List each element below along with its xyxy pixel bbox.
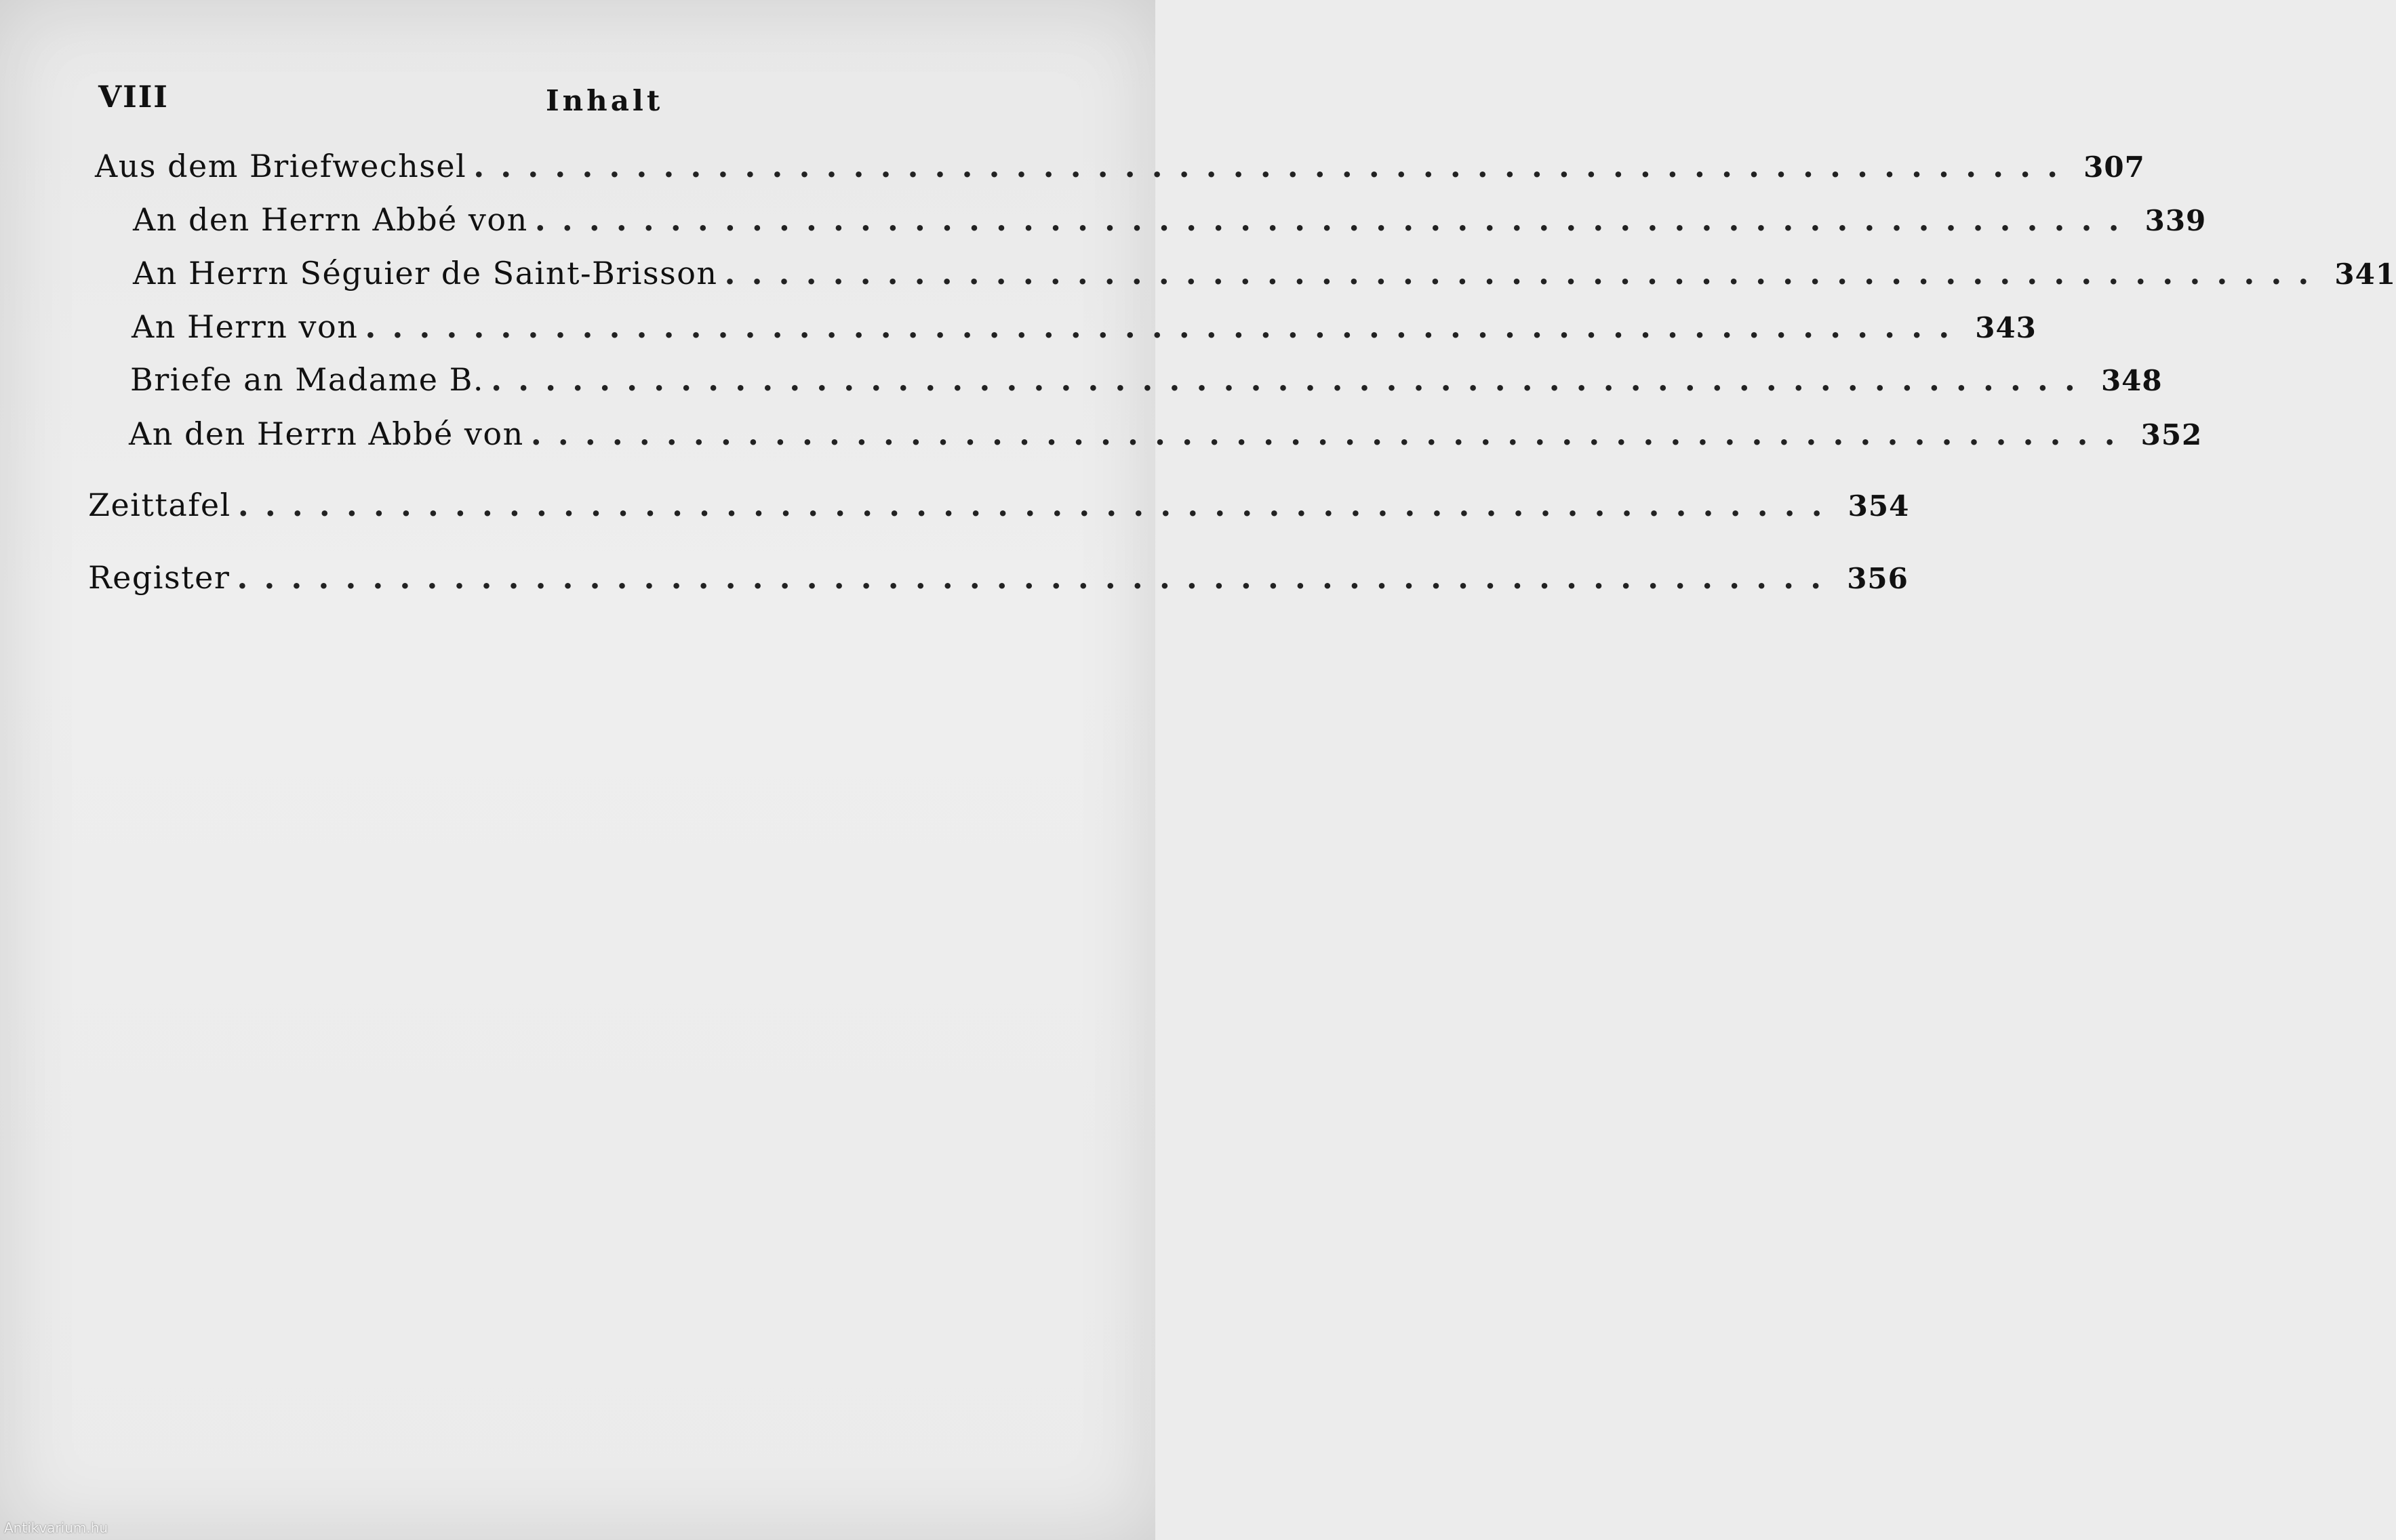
watermark: Antikvarium.hu: [4, 1520, 108, 1536]
toc-entry-title: Zeittafel: [88, 487, 231, 523]
toc-entry-title: Aus dem Briefwechsel: [95, 148, 467, 184]
toc-entry: [133, 201, 2207, 239]
toc-entry: [88, 487, 1910, 525]
toc-entry-page: 348: [2100, 364, 2163, 397]
toc-entry-page: 307: [2083, 150, 2145, 184]
toc-entry: [95, 148, 2145, 186]
toc-entry: [132, 308, 2037, 346]
toc-entry: [88, 559, 1909, 597]
toc-entry-title: An Herrn von: [132, 308, 359, 345]
dot-leader: ...........................................................: [237, 487, 1839, 523]
dot-leader: ...........................................................: [237, 559, 1838, 596]
toc-entry-page: 339: [2144, 204, 2207, 237]
toc-entry-page: 356: [1847, 562, 1909, 595]
dot-leader: ...........................................................: [530, 416, 2132, 452]
page-header: [0, 80, 1155, 121]
toc-entry: [129, 416, 2203, 453]
dot-leader: ...........................................................: [473, 148, 2075, 184]
toc-entry-page: 354: [1848, 489, 1910, 523]
toc-entry-page: 341: [2334, 258, 2396, 291]
running-title: Inhalt: [546, 84, 664, 117]
dot-leader: ...........................................................: [724, 255, 2325, 291]
toc-entry: [130, 361, 2163, 399]
dot-leader: ...........................................................: [365, 308, 1966, 345]
dot-leader: ...........................................................: [534, 201, 2136, 238]
page-number: VIII: [98, 80, 169, 115]
toc-entry-title: An den Herrn Abbé von: [133, 201, 528, 238]
toc-entry-page: 343: [1975, 311, 2037, 344]
toc-entry-page: 352: [2140, 418, 2203, 451]
dot-leader: ...........................................................: [491, 361, 2092, 398]
toc-entry-title: An Herrn Séguier de Saint-Brisson: [133, 255, 718, 291]
toc-entry-title: Register: [88, 559, 231, 596]
toc-entry: [133, 255, 2396, 293]
toc-entry-title: An den Herrn Abbé von: [129, 416, 524, 452]
toc-entry-title: Briefe an Madame B.: [130, 361, 485, 398]
